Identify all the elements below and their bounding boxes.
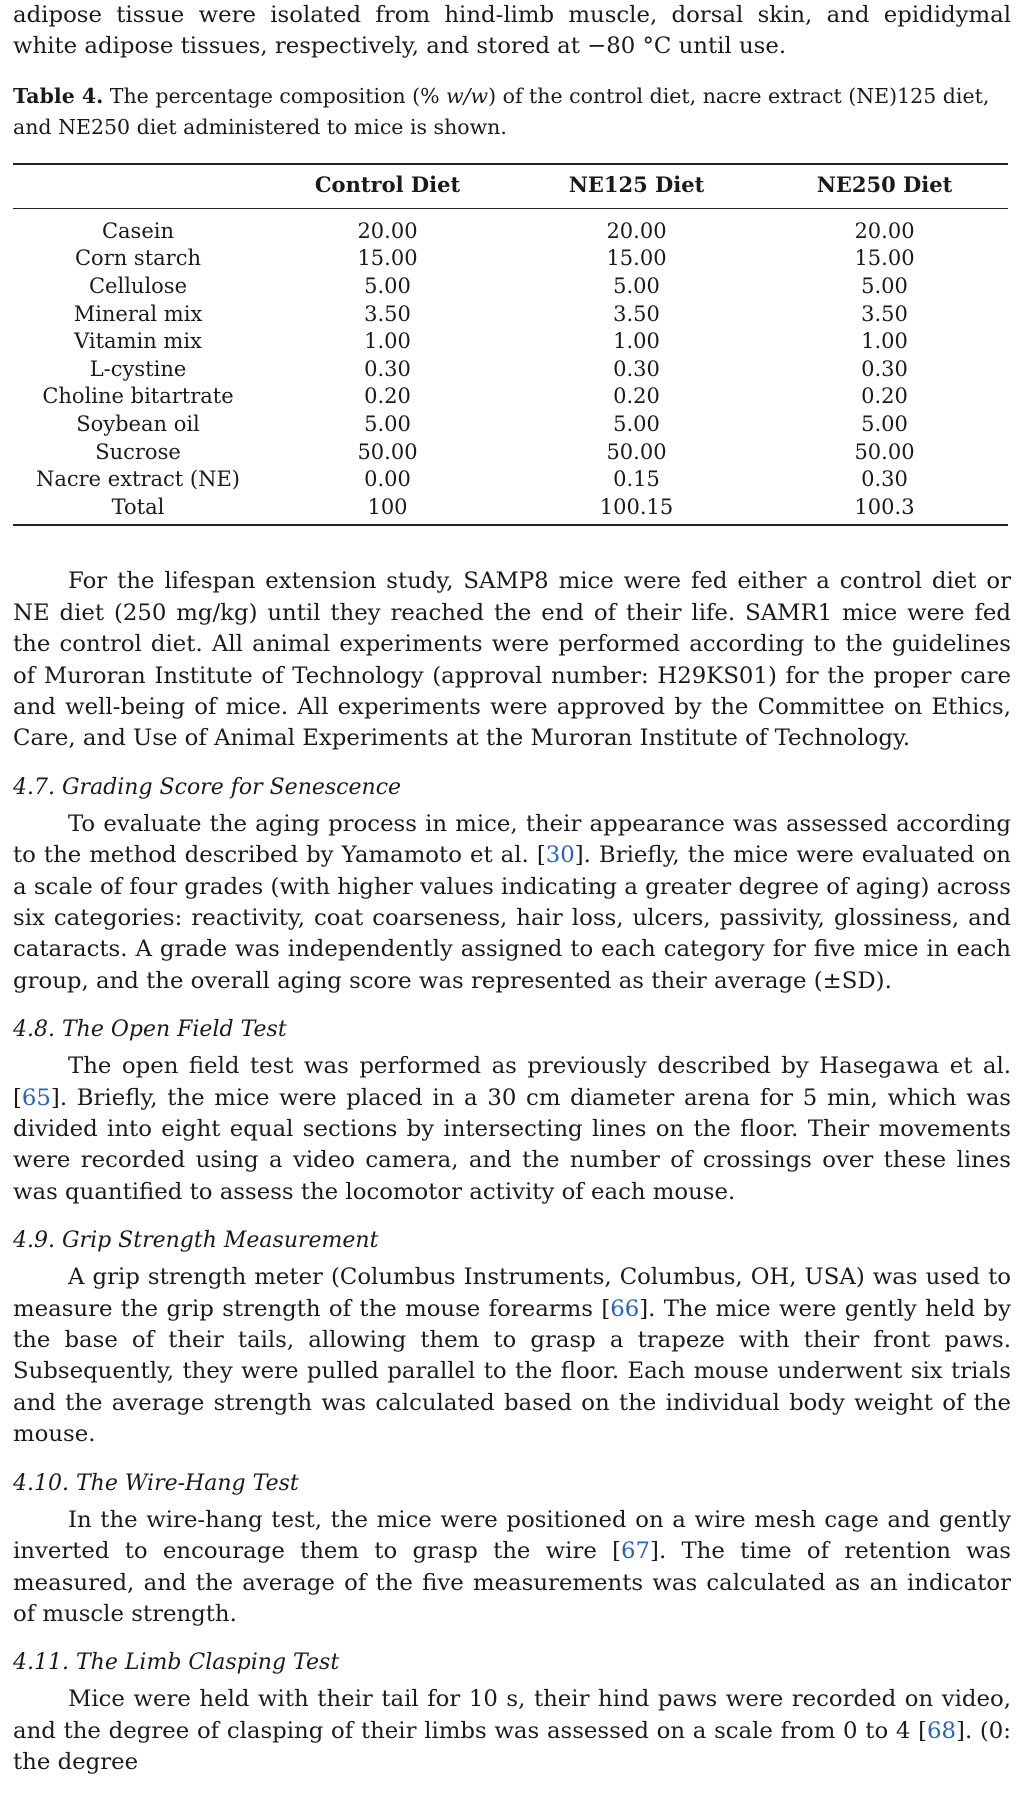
table-row: [13, 273, 1008, 301]
table-header-cell: NE125 Diet: [512, 164, 761, 209]
section-title-4-11: 4.11. The Limb Clasping Test: [13, 1650, 340, 1676]
table-header-cell: Control Diet: [263, 164, 512, 209]
composition-value-cell: 5.00: [364, 411, 411, 436]
section-title-4-8: 4.8. The Open Field Test: [13, 1017, 287, 1043]
composition-value-cell: 1.00: [861, 329, 908, 354]
citation-link[interactable]: 67: [621, 1538, 651, 1565]
composition-value-cell: 20.00: [606, 218, 667, 243]
citation-link[interactable]: 65: [21, 1084, 51, 1111]
composition-value-cell: 50.00: [606, 439, 667, 464]
table-body: [13, 208, 1008, 525]
composition-value-cell: 15.00: [606, 246, 667, 271]
table-caption-unit: w/w: [446, 83, 489, 108]
composition-value-cell: 50.00: [854, 439, 915, 464]
table-row: [13, 301, 1008, 329]
table-row: [13, 494, 1008, 526]
paragraph-text: A grip strength meter (Columbus Instruments, Columbus, OH, USA) was used to measure the grip strength of the mouse forearms [: [13, 1264, 1011, 1322]
ingredient-name-cell: Choline bitartrate: [42, 384, 234, 409]
ingredient-name-cell: Vitamin mix: [74, 329, 202, 354]
composition-value-cell: 5.00: [613, 411, 660, 436]
composition-value-cell: 5.00: [861, 274, 908, 298]
ingredient-name-cell: Total: [13, 494, 263, 526]
table-caption-before: The percentage composition (%: [103, 83, 447, 108]
ingredient-name-cell: Nacre extract (NE): [35, 467, 241, 492]
paragraph-text: ]. The mice were gently held by the base of their tails, allowing them to grasp a trapeze with their front paws. Subsequently, they were pulled parallel to the floor. Each mouse underwent six trials and the average strength was calculated based on the individual body weight of the mouse.: [13, 1295, 1011, 1448]
composition-value-cell: 20.00: [357, 218, 418, 243]
composition-value-cell: 5.00: [861, 411, 908, 436]
section-title-4-10: 4.10. The Wire-Hang Test: [13, 1470, 299, 1496]
paragraph-text: Mice were held with their tail for 10 s, their hind paws were recorded on video, and the degree of clasping of their limbs was assessed on a scale from 0 to 4 [: [13, 1686, 1011, 1744]
composition-value-cell: 0.30: [861, 356, 908, 381]
composition-value-cell: 0.30: [364, 356, 411, 381]
table-row: [13, 383, 1008, 411]
composition-value-cell: 15.00: [854, 246, 915, 271]
section-paragraph-4-8: [13, 1051, 1011, 1208]
table-row: [13, 208, 1008, 245]
paragraph-text: In the wire-hang test, the mice were positioned on a wire mesh cage and gently inverted to encourage them to grasp the wire [: [13, 1506, 1011, 1565]
composition-value-cell: 0.20: [364, 384, 411, 409]
ingredient-name-cell: Sucrose: [95, 439, 181, 464]
lifespan-paragraph: For the lifespan extension study, SAMP8 mice were fed either a control diet or NE diet (250 mg/kg) until they reached the end of their life. SAMR1 mice were fed the control diet. All animal experiments were performed according to the guidelines of Muroran Institute of Technology (approval number: H29KS01) for the proper care and well-being of mice. All experiments were approved by the Committee on Ethics, Care, and Use of Animal Experiments at the Muroran Institute of Technology.: [13, 568, 1011, 752]
intro-paragraph: adipose tissue were isolated from hind-limb muscle, dorsal skin, and epididymal white adipose tissues, respectively, and stored at −80 °C until use.: [13, 2, 1011, 60]
composition-value-cell: 1.00: [613, 329, 660, 354]
composition-value-cell: 100.3: [761, 494, 1008, 526]
ingredient-name-cell: Casein: [101, 218, 175, 243]
section-paragraph-4-10: [13, 1505, 1011, 1631]
composition-value-cell: 0.00: [364, 467, 411, 492]
paragraph-text: ]. Briefly, the mice were evaluated on a scale of four grades (with higher values indicating a greater degree of aging) across six categories: reactivity, coat coarseness, hair loss, ulcers, passivity, glossiness, and cataracts. A grade was independently assigned to each category for five mice in each group, and the overall aging score was represented as their average (±SD).: [13, 842, 1011, 994]
composition-value-cell: 3.50: [613, 301, 660, 326]
table-row: [13, 466, 1008, 494]
table-row: [13, 439, 1008, 467]
section-title-4-7: 4.7. Grading Score for Senescence: [13, 774, 402, 800]
composition-value-cell: 5.00: [364, 274, 411, 298]
composition-value-cell: 100: [263, 494, 512, 526]
section-paragraph-4-7: [13, 809, 1011, 997]
paragraph-text: ]. The time of retention was measured, and the average of the five measurements was calculated as an indicator of muscle strength.: [13, 1538, 1011, 1627]
citation-link[interactable]: 68: [927, 1717, 957, 1744]
ingredient-name-cell: Soybean oil: [76, 411, 200, 436]
table-row: [13, 245, 1008, 273]
citation-link[interactable]: 30: [545, 842, 575, 869]
composition-value-cell: 0.20: [861, 384, 908, 409]
paragraph-text: The open field test was performed as previously described by Hasegawa et al. [: [13, 1053, 1011, 1111]
table-caption-after: ) of the control diet, nacre extract (NE)125 diet, and NE250 diet administered to mice is shown.: [13, 83, 990, 139]
table-caption: [13, 81, 1011, 143]
section-paragraph-4-9: [13, 1262, 1011, 1450]
composition-value-cell: 1.00: [364, 329, 411, 354]
composition-value-cell: 0.30: [613, 356, 660, 381]
ingredient-name-cell: Cellulose: [88, 274, 188, 298]
page-content: [13, 0, 1011, 1779]
table-row: [13, 328, 1008, 356]
composition-value-cell: 3.50: [861, 301, 908, 326]
table-row: [13, 356, 1008, 384]
table-header-row: [13, 164, 1008, 209]
table-header-cell: NE250 Diet: [761, 164, 1008, 209]
ingredient-name-cell: Mineral mix: [73, 301, 203, 326]
composition-value-cell: 3.50: [364, 301, 411, 326]
composition-value-cell: 0.15: [613, 467, 660, 492]
composition-value-cell: 20.00: [854, 218, 915, 243]
composition-value-cell: 0.30: [861, 467, 908, 492]
table-caption-label: Table 4.: [13, 83, 104, 108]
composition-value-cell: 100.15: [512, 494, 761, 526]
ingredient-name-cell: L-cystine: [89, 356, 187, 381]
section-paragraph-4-11: [13, 1684, 1011, 1778]
ingredient-name-cell: Corn starch: [74, 246, 201, 271]
paragraph-text: ]. Briefly, the mice were placed in a 30 cm diameter arena for 5 min, which was divided into eight equal sections by intersecting lines on the floor. Their movements were recorded using a video camera, and the number of crossings over these lines was quantified to assess the locomotor activity of each mouse.: [13, 1084, 1011, 1205]
paragraph-text: To evaluate the aging process in mice, their appearance was assessed according to the method described by Yamamoto et al. [: [13, 810, 1011, 869]
diet-composition-table: [13, 163, 1008, 527]
composition-value-cell: 5.00: [613, 274, 660, 298]
table-header-cell: [13, 164, 263, 209]
citation-link[interactable]: 66: [610, 1295, 640, 1322]
composition-value-cell: 0.20: [613, 384, 660, 409]
paragraph-text: ]. (0: the degree: [13, 1717, 1011, 1776]
composition-value-cell: 15.00: [357, 246, 418, 271]
composition-value-cell: 50.00: [357, 439, 418, 464]
section-title-4-9: 4.9. Grip Strength Measurement: [13, 1228, 379, 1254]
table-row: [13, 411, 1008, 439]
